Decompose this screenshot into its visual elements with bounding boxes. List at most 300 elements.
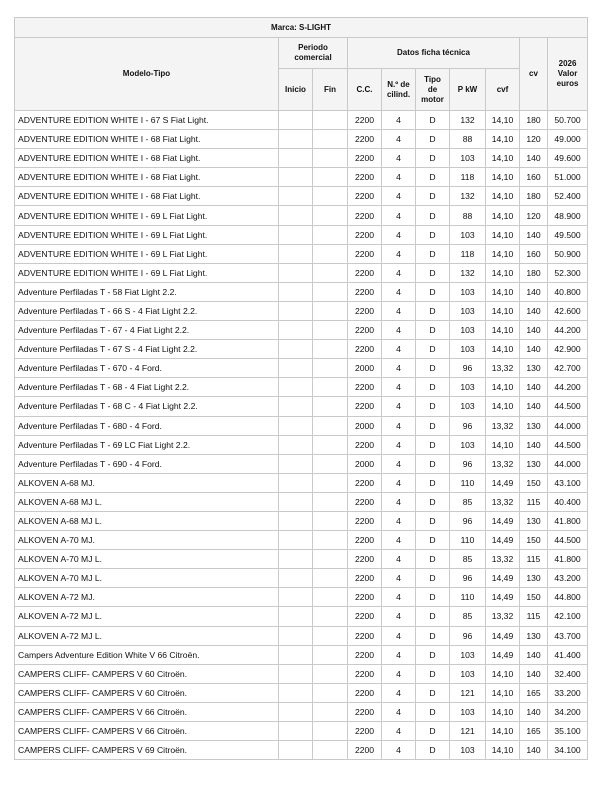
- cc-cell: 2200: [348, 511, 382, 530]
- cilindros-cell: 4: [382, 397, 416, 416]
- table-row: [15, 301, 588, 320]
- fin-cell: [313, 741, 348, 760]
- tipo-motor-cell: D: [416, 416, 450, 435]
- pkw-cell: 121: [450, 683, 486, 702]
- modelo-cell: ALKOVEN A-72 MJ.: [15, 588, 279, 607]
- tipo-line-3: motor: [421, 94, 444, 104]
- inicio-cell: [279, 130, 313, 149]
- modelo-cell: Adventure Perfiladas T - 680 - 4 Ford.: [15, 416, 279, 435]
- fin-cell: [313, 626, 348, 645]
- valor-cell: 43.200: [548, 569, 588, 588]
- tipo-motor-cell: D: [416, 321, 450, 340]
- valor-cell: 41.800: [548, 511, 588, 530]
- table-row: [15, 664, 588, 683]
- cv-cell: 140: [520, 645, 548, 664]
- cc-cell: 2200: [348, 741, 382, 760]
- cvf-cell: 14,49: [486, 531, 520, 550]
- cvf-cell: 14,10: [486, 435, 520, 454]
- fin-cell: [313, 282, 348, 301]
- table-row: [15, 645, 588, 664]
- valor-line-1: 2026: [558, 59, 577, 68]
- fin-cell: [313, 244, 348, 263]
- cilindros-cell: 4: [382, 244, 416, 263]
- table-row: [15, 225, 588, 244]
- cv-cell: 140: [520, 301, 548, 320]
- fin-cell: [313, 263, 348, 282]
- tipo-motor-cell: D: [416, 683, 450, 702]
- inicio-cell: [279, 626, 313, 645]
- cv-cell: 140: [520, 340, 548, 359]
- valor-cell: 52.300: [548, 263, 588, 282]
- pkw-cell: 118: [450, 244, 486, 263]
- cc-header: C.C.: [348, 69, 382, 111]
- cc-cell: 2000: [348, 454, 382, 473]
- modelo-cell: Adventure Perfiladas T - 66 S - 4 Fiat Light 2.2.: [15, 301, 279, 320]
- fin-cell: [313, 492, 348, 511]
- table-row: [15, 416, 588, 435]
- valor-cell: 40.800: [548, 282, 588, 301]
- table-row: [15, 473, 588, 492]
- cv-cell: 150: [520, 588, 548, 607]
- pkw-cell: 96: [450, 416, 486, 435]
- cilindros-cell: 4: [382, 130, 416, 149]
- cc-cell: 2200: [348, 492, 382, 511]
- cvf-cell: 14,49: [486, 588, 520, 607]
- cv-cell: 180: [520, 263, 548, 282]
- modelo-cell: CAMPERS CLIFF- CAMPERS V 60 Citroën.: [15, 664, 279, 683]
- fin-cell: [313, 359, 348, 378]
- inicio-cell: [279, 607, 313, 626]
- cc-cell: 2200: [348, 321, 382, 340]
- inicio-cell: [279, 741, 313, 760]
- pkw-cell: 110: [450, 473, 486, 492]
- cc-cell: 2200: [348, 397, 382, 416]
- tipo-motor-cell: D: [416, 244, 450, 263]
- cilind-line-1: N.º de: [387, 79, 410, 89]
- modelo-cell: ADVENTURE EDITION WHITE I - 68 Fiat Light.: [15, 130, 279, 149]
- modelo-cell: ADVENTURE EDITION WHITE I - 68 Fiat Light.: [15, 168, 279, 187]
- cilindros-cell: 4: [382, 511, 416, 530]
- inicio-cell: [279, 359, 313, 378]
- cvf-header: cvf: [486, 69, 520, 111]
- cc-cell: 2200: [348, 607, 382, 626]
- modelo-cell: Adventure Perfiladas T - 58 Fiat Light 2.2.: [15, 282, 279, 301]
- table-row: [15, 702, 588, 721]
- periodo-comercial-header: [279, 38, 348, 69]
- cvf-cell: 13,32: [486, 607, 520, 626]
- pkw-cell: 88: [450, 206, 486, 225]
- fin-cell: [313, 378, 348, 397]
- modelo-cell: ADVENTURE EDITION WHITE I - 67 S Fiat Light.: [15, 111, 279, 130]
- inicio-cell: [279, 473, 313, 492]
- cvf-cell: 14,10: [486, 149, 520, 168]
- valor-cell: 44.000: [548, 454, 588, 473]
- table-row: [15, 206, 588, 225]
- table-row: [15, 282, 588, 301]
- table-row: [15, 626, 588, 645]
- cilindros-cell: 4: [382, 149, 416, 168]
- cvf-cell: 14,10: [486, 301, 520, 320]
- modelo-cell: ADVENTURE EDITION WHITE I - 69 L Fiat Light.: [15, 225, 279, 244]
- table-row: [15, 244, 588, 263]
- cilindros-cell: 4: [382, 340, 416, 359]
- modelo-cell: ADVENTURE EDITION WHITE I - 68 Fiat Light.: [15, 187, 279, 206]
- tipo-motor-cell: D: [416, 301, 450, 320]
- cilindros-cell: 4: [382, 321, 416, 340]
- pkw-cell: 96: [450, 569, 486, 588]
- inicio-cell: [279, 301, 313, 320]
- cvf-cell: 14,10: [486, 263, 520, 282]
- cvf-cell: 14,10: [486, 130, 520, 149]
- fin-cell: [313, 301, 348, 320]
- valor-cell: 43.100: [548, 473, 588, 492]
- tipo-motor-cell: D: [416, 569, 450, 588]
- valor-cell: 32.400: [548, 664, 588, 683]
- valor-cell: 44.200: [548, 378, 588, 397]
- table-row: [15, 683, 588, 702]
- table-row: [15, 149, 588, 168]
- table-row: [15, 263, 588, 282]
- tipo-motor-cell: D: [416, 492, 450, 511]
- cc-cell: 2200: [348, 664, 382, 683]
- pkw-header: P kW: [450, 69, 486, 111]
- inicio-cell: [279, 206, 313, 225]
- periodo-line-2: comercial: [294, 53, 332, 62]
- inicio-cell: [279, 664, 313, 683]
- valor-header: [548, 38, 588, 111]
- pkw-cell: 103: [450, 225, 486, 244]
- pkw-cell: 110: [450, 531, 486, 550]
- periodo-line-1: Periodo: [298, 43, 328, 52]
- cv-cell: 160: [520, 244, 548, 263]
- valor-cell: 42.100: [548, 607, 588, 626]
- cc-cell: 2200: [348, 531, 382, 550]
- fin-cell: [313, 168, 348, 187]
- modelo-cell: ALKOVEN A-72 MJ L.: [15, 607, 279, 626]
- cc-cell: 2200: [348, 645, 382, 664]
- table-row: [15, 168, 588, 187]
- fin-cell: [313, 722, 348, 741]
- pkw-cell: 110: [450, 588, 486, 607]
- cc-cell: 2200: [348, 263, 382, 282]
- cc-cell: 2200: [348, 301, 382, 320]
- tipo-motor-cell: D: [416, 664, 450, 683]
- cv-cell: 160: [520, 168, 548, 187]
- modelo-cell: Adventure Perfiladas T - 67 - 4 Fiat Light 2.2.: [15, 321, 279, 340]
- cilindros-cell: 4: [382, 187, 416, 206]
- inicio-cell: [279, 683, 313, 702]
- modelo-cell: CAMPERS CLIFF- CAMPERS V 60 Citroën.: [15, 683, 279, 702]
- cv-cell: 140: [520, 741, 548, 760]
- cc-cell: 2200: [348, 378, 382, 397]
- fin-cell: [313, 607, 348, 626]
- cvf-cell: 13,32: [486, 454, 520, 473]
- inicio-cell: [279, 531, 313, 550]
- cc-cell: 2200: [348, 149, 382, 168]
- inicio-cell: [279, 588, 313, 607]
- table-row: [15, 130, 588, 149]
- cvf-cell: 14,10: [486, 702, 520, 721]
- cc-cell: 2200: [348, 683, 382, 702]
- tipo-motor-cell: D: [416, 550, 450, 569]
- cvf-cell: 14,10: [486, 111, 520, 130]
- inicio-cell: [279, 550, 313, 569]
- cv-cell: 130: [520, 511, 548, 530]
- valor-cell: 49.000: [548, 130, 588, 149]
- cilindros-cell: 4: [382, 741, 416, 760]
- tipo-motor-cell: D: [416, 168, 450, 187]
- tipo-motor-cell: D: [416, 722, 450, 741]
- tipo-motor-cell: D: [416, 454, 450, 473]
- cvf-cell: 14,10: [486, 340, 520, 359]
- cvf-cell: 13,32: [486, 359, 520, 378]
- table-row: [15, 531, 588, 550]
- table-row: [15, 607, 588, 626]
- table-row: [15, 435, 588, 454]
- inicio-cell: [279, 168, 313, 187]
- cc-cell: 2200: [348, 282, 382, 301]
- inicio-cell: [279, 282, 313, 301]
- cv-cell: 115: [520, 607, 548, 626]
- fin-cell: [313, 416, 348, 435]
- valor-cell: 49.600: [548, 149, 588, 168]
- table-row: [15, 722, 588, 741]
- cc-cell: 2200: [348, 187, 382, 206]
- pkw-cell: 103: [450, 741, 486, 760]
- inicio-cell: [279, 149, 313, 168]
- tipo-motor-cell: D: [416, 473, 450, 492]
- pkw-cell: 132: [450, 263, 486, 282]
- table-row: [15, 340, 588, 359]
- table-row: [15, 492, 588, 511]
- valor-cell: 50.900: [548, 244, 588, 263]
- modelo-cell: Adventure Perfiladas T - 69 LC Fiat Light 2.2.: [15, 435, 279, 454]
- modelo-cell: ADVENTURE EDITION WHITE I - 69 L Fiat Light.: [15, 206, 279, 225]
- pkw-cell: 96: [450, 359, 486, 378]
- cc-cell: 2200: [348, 225, 382, 244]
- pkw-cell: 132: [450, 187, 486, 206]
- modelo-cell: CAMPERS CLIFF- CAMPERS V 66 Citroën.: [15, 702, 279, 721]
- cilindros-header: [382, 69, 416, 111]
- cv-cell: 180: [520, 111, 548, 130]
- fin-cell: [313, 397, 348, 416]
- cv-cell: 120: [520, 206, 548, 225]
- cilindros-cell: 4: [382, 282, 416, 301]
- cilindros-cell: 4: [382, 607, 416, 626]
- valor-cell: 44.200: [548, 321, 588, 340]
- cv-cell: 140: [520, 378, 548, 397]
- pkw-cell: 121: [450, 722, 486, 741]
- cvf-cell: 14,10: [486, 321, 520, 340]
- cilindros-cell: 4: [382, 225, 416, 244]
- cv-cell: 130: [520, 569, 548, 588]
- table-row: [15, 550, 588, 569]
- cilindros-cell: 4: [382, 168, 416, 187]
- fin-cell: [313, 149, 348, 168]
- valor-cell: 41.800: [548, 550, 588, 569]
- fin-cell: [313, 206, 348, 225]
- cv-cell: 140: [520, 702, 548, 721]
- cvf-cell: 14,49: [486, 626, 520, 645]
- inicio-cell: [279, 321, 313, 340]
- inicio-cell: [279, 645, 313, 664]
- cilindros-cell: 4: [382, 416, 416, 435]
- fin-cell: [313, 645, 348, 664]
- modelo-cell: CAMPERS CLIFF- CAMPERS V 69 Citroën.: [15, 741, 279, 760]
- cilindros-cell: 4: [382, 435, 416, 454]
- cilindros-cell: 4: [382, 359, 416, 378]
- cv-cell: 140: [520, 321, 548, 340]
- cc-cell: 2200: [348, 722, 382, 741]
- valor-cell: 44.500: [548, 435, 588, 454]
- inicio-cell: [279, 511, 313, 530]
- cvf-cell: 14,49: [486, 473, 520, 492]
- cv-cell: 180: [520, 187, 548, 206]
- modelo-cell: Campers Adventure Edition White V 66 Citroën.: [15, 645, 279, 664]
- tipo-motor-cell: D: [416, 511, 450, 530]
- valor-cell: 34.100: [548, 741, 588, 760]
- valor-cell: 34.200: [548, 702, 588, 721]
- cilindros-cell: 4: [382, 473, 416, 492]
- modelo-cell: Adventure Perfiladas T - 68 C - 4 Fiat Light 2.2.: [15, 397, 279, 416]
- pkw-cell: 103: [450, 321, 486, 340]
- cilindros-cell: 4: [382, 569, 416, 588]
- table-row: [15, 588, 588, 607]
- cc-cell: 2200: [348, 244, 382, 263]
- cilindros-cell: 4: [382, 722, 416, 741]
- fin-cell: [313, 454, 348, 473]
- fin-cell: [313, 531, 348, 550]
- tipo-motor-cell: D: [416, 531, 450, 550]
- inicio-cell: [279, 416, 313, 435]
- cvf-cell: 13,32: [486, 416, 520, 435]
- valor-line-2: Valor: [557, 69, 578, 78]
- tipo-motor-header: [416, 69, 450, 111]
- cv-cell: 130: [520, 454, 548, 473]
- tipo-motor-cell: D: [416, 206, 450, 225]
- cv-cell: 165: [520, 683, 548, 702]
- cv-cell: 140: [520, 225, 548, 244]
- fin-cell: [313, 664, 348, 683]
- tipo-motor-cell: D: [416, 741, 450, 760]
- modelo-cell: ADVENTURE EDITION WHITE I - 69 L Fiat Light.: [15, 244, 279, 263]
- cilindros-cell: 4: [382, 645, 416, 664]
- table-row: [15, 321, 588, 340]
- cvf-cell: 14,10: [486, 244, 520, 263]
- pkw-cell: 103: [450, 301, 486, 320]
- inicio-cell: [279, 340, 313, 359]
- cc-cell: 2000: [348, 416, 382, 435]
- cvf-cell: 14,10: [486, 722, 520, 741]
- inicio-cell: [279, 244, 313, 263]
- cvf-cell: 14,10: [486, 206, 520, 225]
- modelo-cell: ALKOVEN A-68 MJ L.: [15, 511, 279, 530]
- modelo-cell: Adventure Perfiladas T - 68 - 4 Fiat Light 2.2.: [15, 378, 279, 397]
- modelo-cell: ALKOVEN A-70 MJ.: [15, 531, 279, 550]
- cv-cell: 140: [520, 149, 548, 168]
- cv-cell: 150: [520, 473, 548, 492]
- brand-header: Marca: S-LIGHT: [15, 18, 588, 38]
- cilindros-cell: 4: [382, 664, 416, 683]
- inicio-cell: [279, 378, 313, 397]
- modelo-cell: ALKOVEN A-68 MJ.: [15, 473, 279, 492]
- cilindros-cell: 4: [382, 531, 416, 550]
- inicio-cell: [279, 569, 313, 588]
- cc-cell: 2200: [348, 168, 382, 187]
- table-row: [15, 741, 588, 760]
- tipo-motor-cell: D: [416, 645, 450, 664]
- inicio-cell: [279, 722, 313, 741]
- valor-cell: 42.900: [548, 340, 588, 359]
- tipo-motor-cell: D: [416, 340, 450, 359]
- inicio-cell: [279, 225, 313, 244]
- cv-cell: 130: [520, 626, 548, 645]
- tipo-motor-cell: D: [416, 149, 450, 168]
- pkw-cell: 103: [450, 149, 486, 168]
- pkw-cell: 118: [450, 168, 486, 187]
- cv-cell: 130: [520, 416, 548, 435]
- table-row: [15, 454, 588, 473]
- tipo-motor-cell: D: [416, 187, 450, 206]
- valor-cell: 42.700: [548, 359, 588, 378]
- cvf-cell: 14,10: [486, 683, 520, 702]
- cc-cell: 2200: [348, 588, 382, 607]
- valor-cell: 44.000: [548, 416, 588, 435]
- valor-cell: 52.400: [548, 187, 588, 206]
- cvf-cell: 14,49: [486, 511, 520, 530]
- cv-cell: 130: [520, 359, 548, 378]
- tipo-motor-cell: D: [416, 397, 450, 416]
- valor-cell: 51.000: [548, 168, 588, 187]
- pkw-cell: 103: [450, 397, 486, 416]
- inicio-cell: [279, 263, 313, 282]
- cc-cell: 2200: [348, 702, 382, 721]
- cc-cell: 2200: [348, 473, 382, 492]
- table-row: [15, 187, 588, 206]
- pkw-cell: 85: [450, 492, 486, 511]
- tipo-line-2: de: [427, 84, 438, 94]
- tipo-motor-cell: D: [416, 263, 450, 282]
- pkw-cell: 103: [450, 664, 486, 683]
- cilindros-cell: 4: [382, 263, 416, 282]
- modelo-cell: Adventure Perfiladas T - 670 - 4 Ford.: [15, 359, 279, 378]
- table-row: [15, 111, 588, 130]
- inicio-cell: [279, 435, 313, 454]
- tipo-line-1: Tipo: [424, 74, 441, 84]
- tipo-motor-cell: D: [416, 435, 450, 454]
- pkw-cell: 103: [450, 340, 486, 359]
- datos-ficha-header: Datos ficha técnica: [348, 38, 520, 69]
- fin-cell: [313, 225, 348, 244]
- valor-line-3: euros: [556, 79, 579, 88]
- cv-cell: 140: [520, 435, 548, 454]
- valor-cell: 49.500: [548, 225, 588, 244]
- fin-cell: [313, 473, 348, 492]
- cc-cell: 2200: [348, 550, 382, 569]
- fin-cell: [313, 130, 348, 149]
- modelo-cell: Adventure Perfiladas T - 67 S - 4 Fiat Light 2.2.: [15, 340, 279, 359]
- valor-cell: 40.400: [548, 492, 588, 511]
- pkw-cell: 96: [450, 454, 486, 473]
- pkw-cell: 103: [450, 378, 486, 397]
- cvf-cell: 14,10: [486, 378, 520, 397]
- cvf-cell: 14,10: [486, 397, 520, 416]
- cvf-cell: 14,49: [486, 645, 520, 664]
- modelo-cell: ADVENTURE EDITION WHITE I - 68 Fiat Light.: [15, 149, 279, 168]
- pkw-cell: 103: [450, 702, 486, 721]
- tipo-motor-cell: D: [416, 359, 450, 378]
- cv-header: cv: [520, 38, 548, 111]
